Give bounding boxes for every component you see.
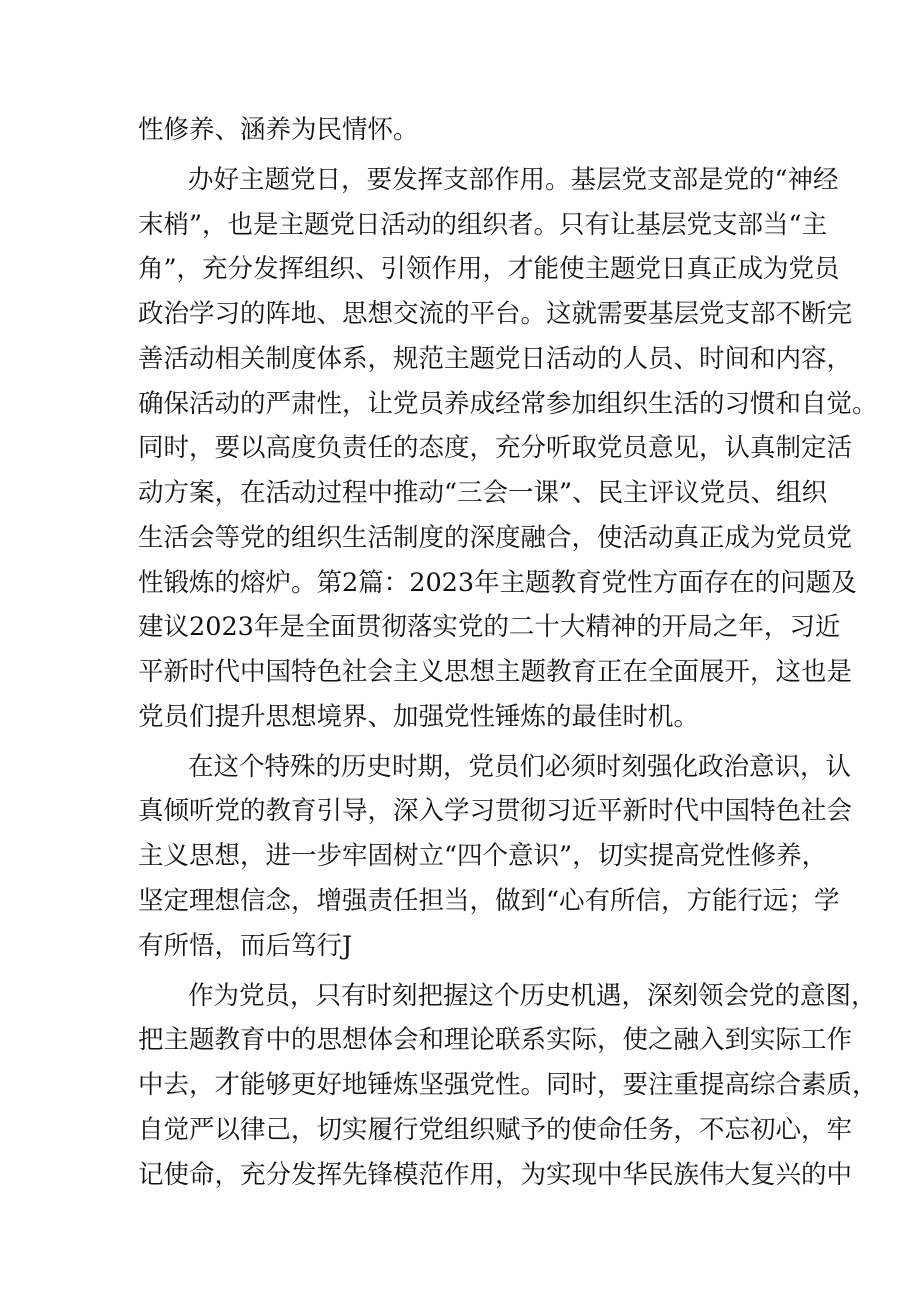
text-line: 确保活动的严肃性，让党员养成经常参加组织生活的习惯和自觉。 [138,389,878,419]
text-line: 动方案，在活动过程中推动“三会一课”、民主评议党员、组织 [138,478,828,508]
text-line: 党员们提升思想境界、加强党性锤炼的最佳时机。 [138,702,700,732]
text-line: 有所悟，而后笃行J [138,931,353,961]
paragraph-first-line: 作为党员，只有时刻把握这个历史机遇，深刻领会党的意图， [188,981,877,1011]
text-line: 善活动相关制度体系，规范主题党日活动的人员、时间和内容， [138,344,853,374]
text-line: 平新时代中国特色社会主义思想主题教育正在全面展开，这也是 [138,657,853,687]
text-line: 生活会等党的组织生活制度的深度融合，使活动真正成为党员党 [138,523,853,553]
text-line: 坚定理想信念，增强责任担当，做到“心有所信，方能行远；学 [138,886,840,916]
text-line: 角”，充分发挥组织、引领作用，才能使主题党日真正成为党员 [138,254,840,284]
text-line: 真倾听党的教育引导，深入学习贯彻习近平新时代中国特色社会 [138,796,853,826]
text-line: 性修养、涵养为民情怀。 [138,115,419,145]
paragraph-first-line: 在这个特殊的历史时期，党员们必须时刻强化政治意识，认 [188,752,852,782]
text-line: 自觉严以律己，切实履行党组织赋予的使命任务，不忘初心，牢 [138,1115,853,1145]
text-line: 政治学习的阵地、思想交流的平台。这就需要基层党支部不断完 [138,299,853,329]
text-line: 把主题教育中的思想体会和理论联系实际，使之融入到实际工作 [138,1025,853,1055]
text-line: 记使命，充分发挥先锋模范作用，为实现中华民族伟大复兴的中 [138,1160,853,1190]
text-line: 同时，要以高度负责任的态度，充分听取党员意见，认真制定活 [138,433,853,463]
text-line: 主义思想，进一步牢固树立“四个意识”，切实提高党性修养， [138,841,828,871]
text-line: 末梢”，也是主题党日活动的组织者。只有让基层党支部当“主 [138,210,828,240]
paragraph-first-line: 办好主题党日，要发挥支部作用。基层党支部是党的“神经 [188,165,839,195]
text-line: 中去，才能够更好地锤炼坚强党性。同时，要注重提高综合素质， [138,1070,878,1100]
text-line: 建议2023年是全面贯彻落实党的二十大精神的开局之年，习近 [138,612,841,642]
text-line: 性锻炼的熔炉。第2篇：2023年主题教育党性方面存在的问题及 [138,568,857,598]
